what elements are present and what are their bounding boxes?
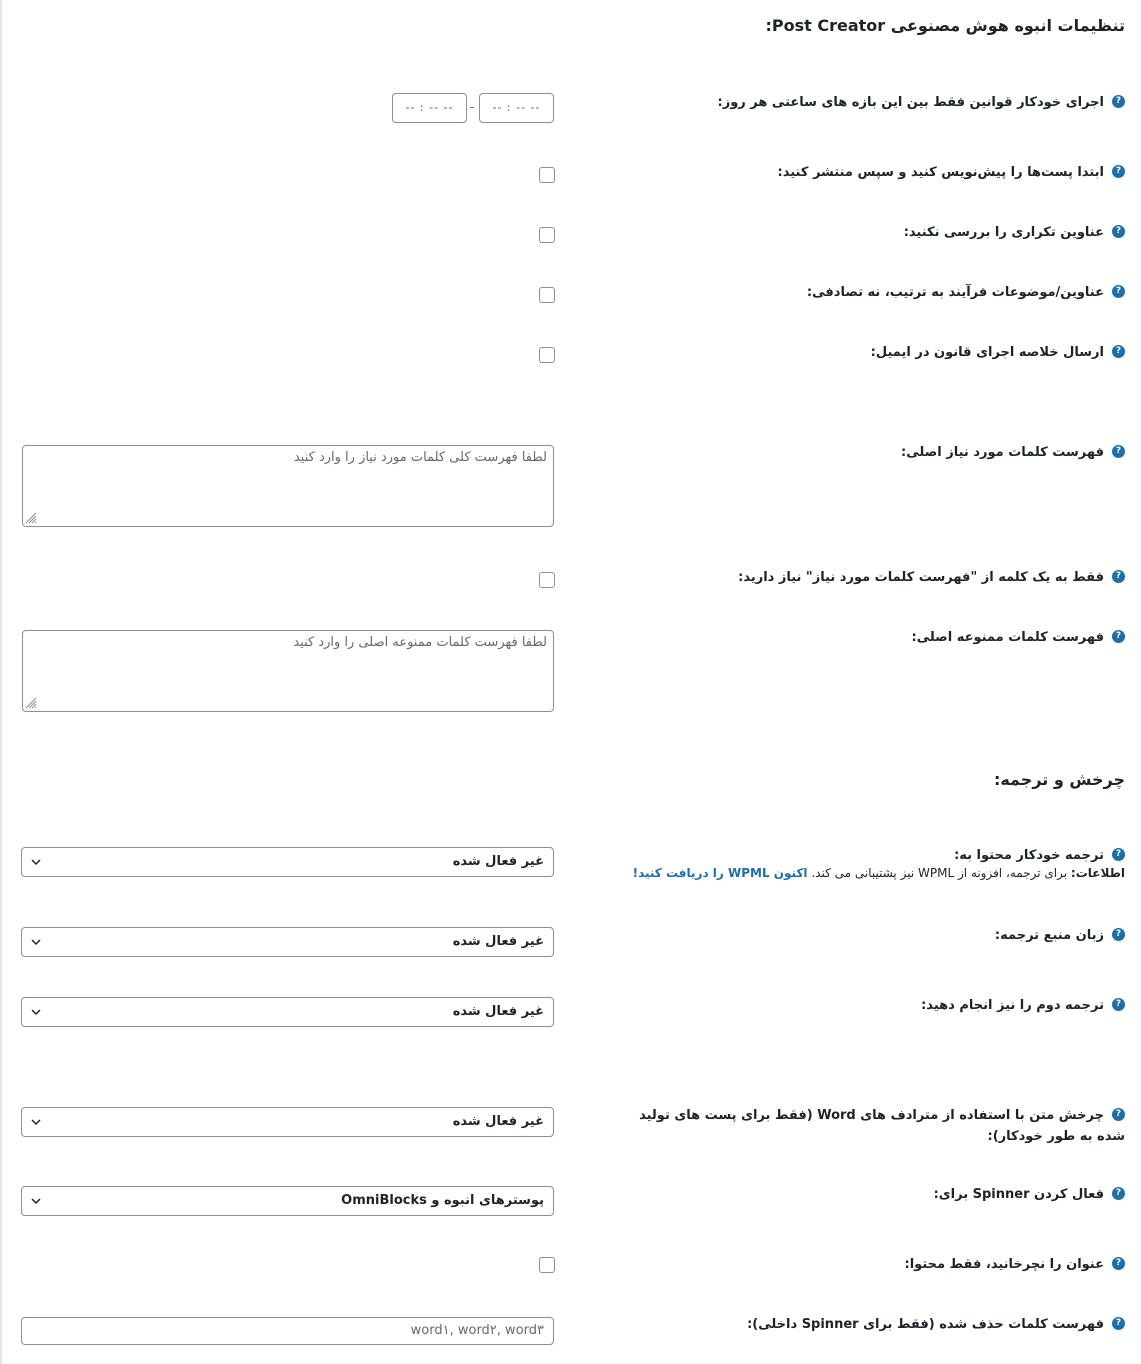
question-circle-icon[interactable]: ?: [1112, 1317, 1125, 1330]
label-second-translation: ?ترجمه دوم را نیز انجام دهید:: [625, 995, 1125, 1016]
chevron-down-icon: [31, 1007, 41, 1017]
question-circle-icon[interactable]: ?: [1112, 848, 1125, 861]
resize-grip-icon[interactable]: [25, 512, 37, 524]
label-one-required-keyword: ?فقط به یک کلمه از "فهرست کلمات مورد نیاز" نیاز دارید:: [625, 567, 1125, 588]
label-no-spin-title: ?عنوان را نچرخانید، فقط محتوا:: [625, 1254, 1125, 1275]
question-circle-icon[interactable]: ?: [1112, 225, 1125, 238]
time-from-input[interactable]: -- : -- --: [479, 93, 554, 123]
chevron-down-icon: [31, 857, 41, 867]
question-circle-icon[interactable]: ?: [1112, 1257, 1125, 1270]
question-circle-icon[interactable]: ?: [1112, 345, 1125, 358]
enable-spinner-select[interactable]: پوسترهای انبوه و OmniBlocks: [21, 1186, 554, 1216]
label-draft-first: ?ابتدا پست‌ها را پیش‌نویس کنید و سپس منتشر کنید:: [625, 162, 1125, 183]
label-email-summary: ?ارسال خلاصه اجرای قانون در ایمیل:: [625, 342, 1125, 363]
checkbox-sequential-titles[interactable]: [539, 287, 555, 303]
label-spin-text: ?چرخش متن با استفاده از مترادف های Word (فقط برای پست های تولید شده به طور خودکار):: [639, 1108, 1125, 1144]
label-no-duplicate-titles: ?عناوین تکراری را بررسی نکنید:: [625, 222, 1125, 243]
resize-grip-icon[interactable]: [25, 697, 37, 709]
label-excluded-words: ?فهرست کلمات حذف شده (فقط برای Spinner داخلی):: [625, 1314, 1125, 1335]
checkbox-email-summary[interactable]: [539, 347, 555, 363]
translate-info: اطلاعات: برای ترجمه، افزونه از WPML نیز پشتیبانی می کند. اکنون WPML را دریافت کنید!: [632, 866, 1125, 880]
left-border: [0, 0, 2, 1364]
required-keywords-textarea[interactable]: [22, 445, 554, 527]
question-circle-icon[interactable]: ?: [1112, 630, 1125, 643]
spin-text-select[interactable]: غیر فعال شده: [21, 1107, 554, 1137]
label-required-keywords: ?فهرست کلمات مورد نیاز اصلی:: [625, 442, 1125, 463]
question-circle-icon[interactable]: ?: [1112, 285, 1125, 298]
required-keywords-placeholder: لطفا فهرست کلی کلمات مورد نیاز را وارد کنید: [293, 450, 547, 465]
auto-translate-select[interactable]: غیر فعال شده: [21, 847, 554, 877]
label-enable-spinner: ?فعال کردن Spinner برای:: [625, 1184, 1125, 1205]
second-translation-select[interactable]: غیر فعال شده: [21, 997, 554, 1027]
checkbox-one-required-keyword[interactable]: [539, 572, 555, 588]
question-circle-icon[interactable]: ?: [1112, 570, 1125, 583]
chevron-down-icon: [31, 1117, 41, 1127]
label-sequential-titles: ?عناوین/موضوعات فرآیند به ترتیب، نه تصادفی:: [625, 282, 1125, 303]
checkbox-no-duplicate-titles[interactable]: [539, 227, 555, 243]
time-to-input[interactable]: -- : -- --: [392, 93, 467, 123]
label-time-range: ?اجرای خودکار قوانین فقط بین این بازه های ساعتی هر روز:: [625, 92, 1125, 113]
label-source-language: ?زبان منبع ترجمه:: [625, 925, 1125, 946]
section-title-ai-settings: تنظیمات انبوه هوش مصنوعی Post Creator:: [765, 16, 1125, 35]
section-title-spin-translate: چرخش و ترجمه:: [993, 770, 1125, 789]
get-wpml-link[interactable]: اکنون WPML را دریافت کنید!: [632, 866, 808, 880]
question-circle-icon[interactable]: ?: [1112, 998, 1125, 1011]
banned-keywords-placeholder: لطفا فهرست کلمات ممنوعه اصلی را وارد کنید: [293, 635, 547, 650]
banned-keywords-textarea[interactable]: [22, 630, 554, 712]
question-circle-icon[interactable]: ?: [1112, 95, 1125, 108]
question-circle-icon[interactable]: ?: [1112, 1108, 1125, 1121]
chevron-down-icon: [31, 937, 41, 947]
label-auto-translate: ?ترجمه خودکار محتوا به:: [625, 845, 1125, 866]
excluded-words-input[interactable]: [21, 1317, 554, 1345]
question-circle-icon[interactable]: ?: [1112, 445, 1125, 458]
chevron-down-icon: [31, 1196, 41, 1206]
question-circle-icon[interactable]: ?: [1112, 165, 1125, 178]
checkbox-draft-first[interactable]: [539, 167, 555, 183]
excluded-words-placeholder: word۱, word۲, word۳: [410, 1323, 544, 1338]
time-separator: -: [469, 100, 475, 114]
label-banned-keywords: ?فهرست کلمات ممنوعه اصلی:: [625, 627, 1125, 648]
checkbox-no-spin-title[interactable]: [539, 1257, 555, 1273]
question-circle-icon[interactable]: ?: [1112, 1187, 1125, 1200]
source-language-select[interactable]: غیر فعال شده: [21, 927, 554, 957]
question-circle-icon[interactable]: ?: [1112, 928, 1125, 941]
